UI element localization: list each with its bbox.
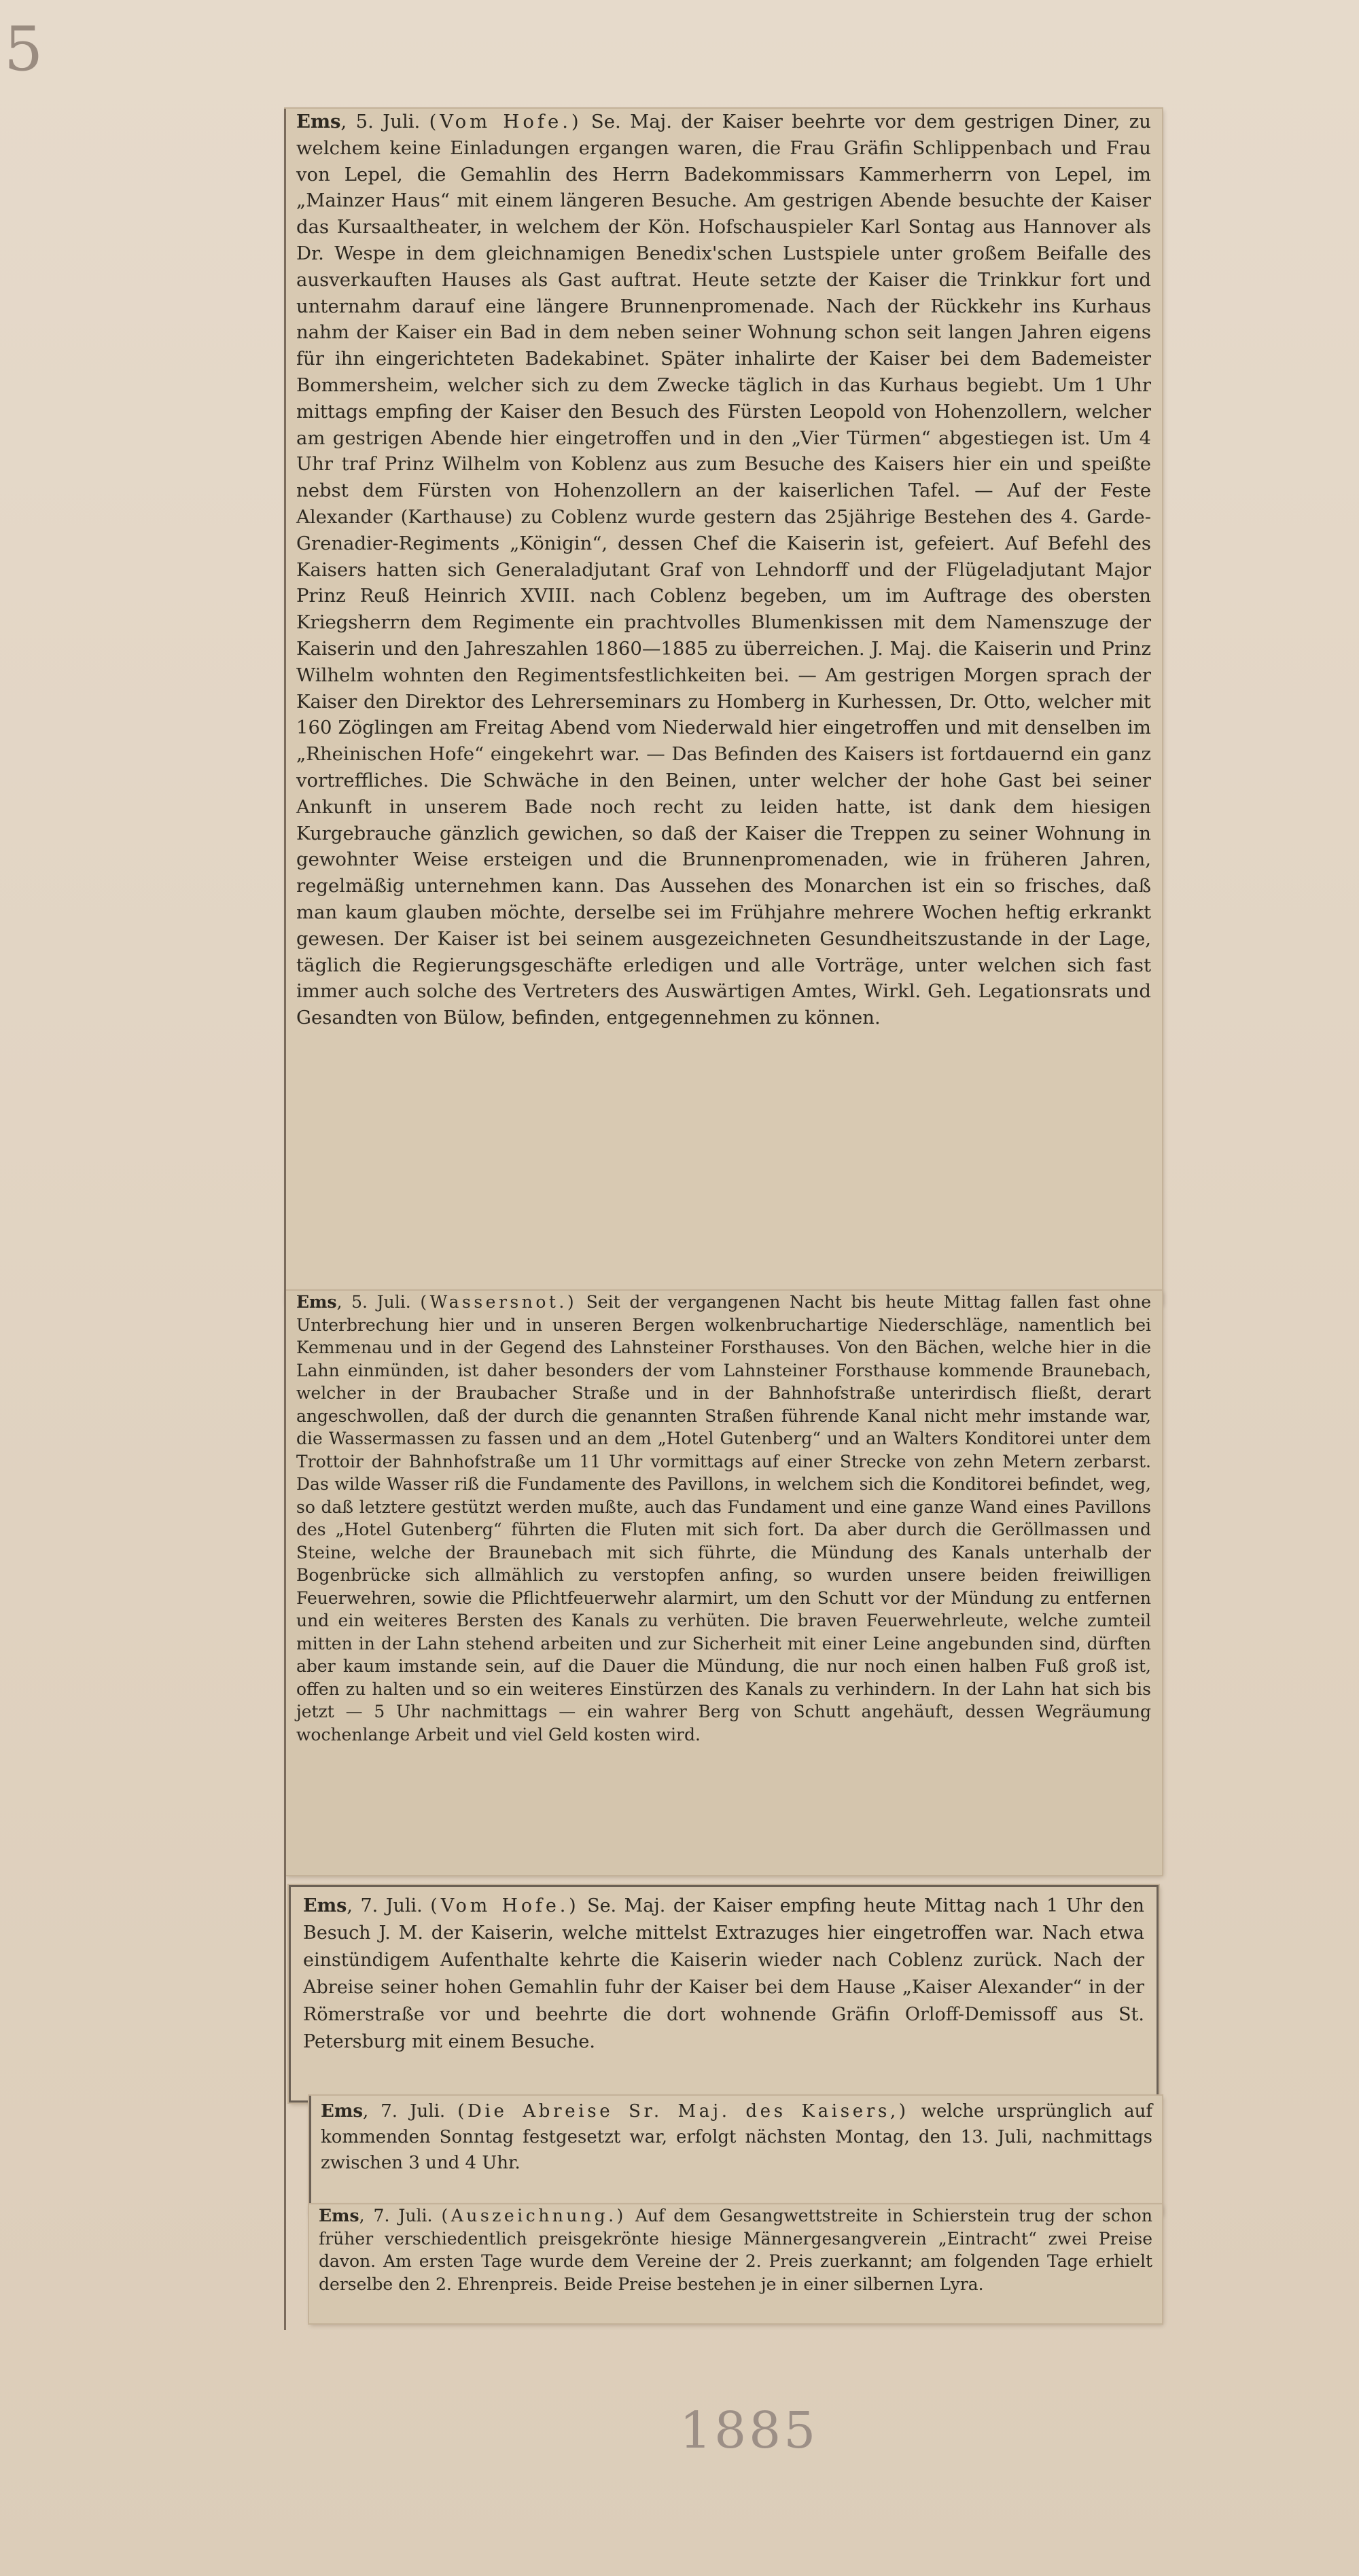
article-body: Se. Maj. der Kaiser empfing heute Mittag nach 1 Uhr den Besuch J. M. der Kaiserin, welche mittelst Extrazuges hier eingetroffen war. Nach etwa einstündigem Aufenthalte kehrte die Kaiserin wieder nach Coblenz zurück. Nach der Abreise seiner hohen Gemahlin fuhr der Kaiser bei dem Hause „Kaiser Alexander“ in der Römerstraße vor und beehrte die dort wohnende Gräfin Orloff-Demissoff aus St. Petersburg mit einem Besuche. xyxy=(303,1895,1145,2052)
article-clipping-hof-7-juli xyxy=(289,1885,1159,2103)
article-dateline: Ems xyxy=(303,1895,347,1916)
article-text xyxy=(319,2204,1152,2295)
article-body: Seit der vergangenen Nacht bis heute Mittag fallen fast ohne Unterbrechung hier und in unseren Bergen wolkenbruchartige Niederschläge, namentlich bei Kemmenau und in der Gegend des Lahnsteiner Forsthauses. Von den Bächen, welche hier in die Lahn einmünden, ist daher besonders der vom Lahnsteiner Forsthause kommende Braunebach, welcher in der Braubacher Straße und in der Bahnhofstraße unterirdisch fließt, derart angeschwollen, daß der durch die genannten Straßen führende Kanal nicht mehr imstande war, die Wassermassen zu fassen und an dem „Hotel Gutenberg“ und an Walters Konditorei unter dem Trottoir der Bahnhofstraße um 11 Uhr vormittags auf einer Strecke von zehn Metern zerbarst. Das wilde Wasser riß die Fundamente des Pavillons, in welchem sich die Konditorei befindet, weg, so daß letztere gestützt werden mußte, auch das Fundament und eine ganze Wand eines Pavillons des „Hotel Gutenberg“ führten die Fluten mit sich fort. Da aber durch die Geröllmassen und Steine, welche der Braunebach mit sich führte, die Mündung des Kanals unterhalb der Bogenbrücke sich allmählich zu verstopfen anfing, so wurden unsere beiden freiwilligen Feuerwehren, sowie die Pflichtfeuerwehr alarmirt, um den Schutt vor der Mündung zu entfernen und ein weiteres Bersten des Kanals zu verhüten. Die braven Feuerwehrleute, welche zumteil mitten in der Lahn stehend arbeiten und zur Sicherheit mit einer Leine angebunden sind, dürften aber kaum imstande sein, auf die Dauer die Mündung, die nur noch einen halben Fuß groß ist, offen zu halten und so ein weiteres Einstürzen des Kanals zu verhindern. In der Lahn hat sich bis jetzt — 5 Uhr nachmittags — ein wahrer Berg von Schutt angehäuft, dessen Wegräumung wochenlange Arbeit und viel Geld kosten wird. xyxy=(296,1292,1151,1745)
article-date: , 5. Juli. xyxy=(340,111,421,132)
article-body: Auf dem Gesangwettstreite in Schierstein trug der schon früher verschiedentlich preisgekrönte hiesige Männergesangverein „Eintracht“ zwei Preise davon. Am ersten Tage wurde dem Vereine der 2. Preis zuerkannt; am folgenden Tage erhielt derselbe den 2. Ehrenpreis. Beide Preise bestehen je in einer silbernen Lyra. xyxy=(319,2206,1152,2294)
article-clipping-abreise xyxy=(309,2096,1162,2215)
article-date: , 7. Juli. xyxy=(359,2206,433,2225)
page-corner-mark: 5 xyxy=(4,14,43,85)
article-body: welche ursprünglich auf kommenden Sonntag festgesetzt war, erfolgt nächsten Montag, den 13. Juli, nachmittags zwischen 3 und 4 Uhr. xyxy=(321,2101,1153,2173)
article-dateline: Ems xyxy=(321,2101,363,2122)
handwritten-year: 1885 xyxy=(680,2401,819,2460)
article-heading: (Die Abreise Sr. Maj. des Kaisers,) xyxy=(457,2101,909,2122)
article-heading: (Vom Hofe.) xyxy=(430,1895,580,1916)
article-text xyxy=(296,109,1151,1031)
article-text xyxy=(321,2098,1152,2176)
article-date: , 7. Juli. xyxy=(347,1895,423,1916)
article-body: Se. Maj. der Kaiser beehrte vor dem gestrigen Diner, zu welchem keine Einladungen ergangen waren, die Frau Gräfin Schlippenbach und Frau von Lepel, die Gemahlin des Herrn Badekommissars Kammerherrn von Lepel, im „Mainzer Haus“ mit einem längeren Besuche. Am gestrigen Abende besuchte der Kaiser das Kursaaltheater, in welchem der Kön. Hofschauspieler Karl Sontag aus Hannover als Dr. Wespe in dem gleichnamigen Benedix'schen Lustspiele unter großem Beifalle des ausverkauften Hauses als Gast auftrat. Heute setzte der Kaiser die Trinkkur fort und unternahm darauf eine längere Brunnenpromenade. Nach der Rückkehr ins Kurhaus nahm der Kaiser ein Bad in dem neben seiner Wohnung schon seit langen Jahren eigens für ihn eingerichteten Badekabinet. Später inhalirte der Kaiser bei dem Bademeister Bommersheim, welcher sich zu dem Zwecke täglich in das Kurhaus begiebt. Um 1 Uhr mittags empfing der Kaiser den Besuch des Fürsten Leopold von Hohenzollern, welcher am gestrigen Abende hier eingetroffen und in den „Vier Türmen“ abgestiegen ist. Um 4 Uhr traf Prinz Wilhelm von Koblenz aus zum Besuche des Kaisers hier ein und speißte nebst dem Fürsten von Hohenzollern an der kaiserlichen Tafel. — Auf der Feste Alexander (Karthause) zu Coblenz wurde gestern das 25jährige Bestehen des 4. Garde-Grenadier-Regiments „Königin“, dessen Chef die Kaiserin ist, gefeiert. Auf Befehl des Kaisers hatten sich Generaladjutant Graf von Lehndorff und der Flügeladjutant Major Prinz Reuß Heinrich XVIII. nach Coblenz begeben, um im Auftrage des obersten Kriegsherrn dem Regimente ein prachtvolles Blumenkissen mit dem Namenszuge der Kaiserin und den Jahreszahlen 1860—1885 zu überreichen. J. Maj. die Kaiserin und Prinz Wilhelm wohnten den Regimentsfestlichkeiten bei. — Am gestrigen Morgen sprach der Kaiser den Direktor des Lehrerseminars zu Homberg in Kurhessen, Dr. Otto, welcher mit 160 Zöglingen am Freitag Abend vom Niederwald hier eingetroffen und mit denselben im „Rheinischen Hofe“ eingekehrt war. — Das Befinden des Kaisers ist fortdauernd ein ganz vortreffliches. Die Schwäche in den Beinen, unter welcher der hohe Gast bei seiner Ankunft in unserem Bade noch recht zu leiden hatte, ist dank dem hiesigen Kurgebrauche gänzlich gewichen, so daß der Kaiser die Treppen zu seiner Wohnung in gewohnter Weise ersteigen und die Brunnenpromenaden, wie in früheren Jahren, regelmäßig unternehmen kann. Das Aussehen des Monarchen ist ein so frisches, daß man kaum glauben möchte, derselbe sei im Frühjahre mehrere Wochen heftig erkrankt gewesen. Der Kaiser ist bei seinem ausgezeichneten Gesundheitszustande in der Lage, täglich die Regierungsgeschäfte erledigen und alle Vorträge, unter welchen sich fast immer auch solche des Vertreters des Auswärtigen Amtes, Wirkl. Geh. Legationsrats und Gesandten von Bülow, befinden, entgegennehmen zu können. xyxy=(296,111,1151,1029)
article-clipping-auszeichnung xyxy=(309,2204,1162,2323)
article-heading: (Vom Hofe.) xyxy=(429,111,582,132)
article-clipping-hof-5-juli xyxy=(285,109,1162,1304)
article-dateline: Ems xyxy=(296,1292,337,1312)
article-heading: (Wassersnot.) xyxy=(420,1292,578,1312)
article-clipping-wassersnot xyxy=(285,1291,1162,1875)
article-dateline: Ems xyxy=(296,111,341,132)
article-date: , 7. Juli. xyxy=(362,2101,446,2122)
article-text xyxy=(296,1291,1151,1746)
article-dateline: Ems xyxy=(319,2206,359,2225)
clipping-left-edge xyxy=(284,109,286,2330)
article-heading: (Auszeichnung.) xyxy=(441,2206,626,2225)
article-text xyxy=(303,1893,1144,2056)
article-date: , 5. Juli. xyxy=(336,1292,411,1312)
